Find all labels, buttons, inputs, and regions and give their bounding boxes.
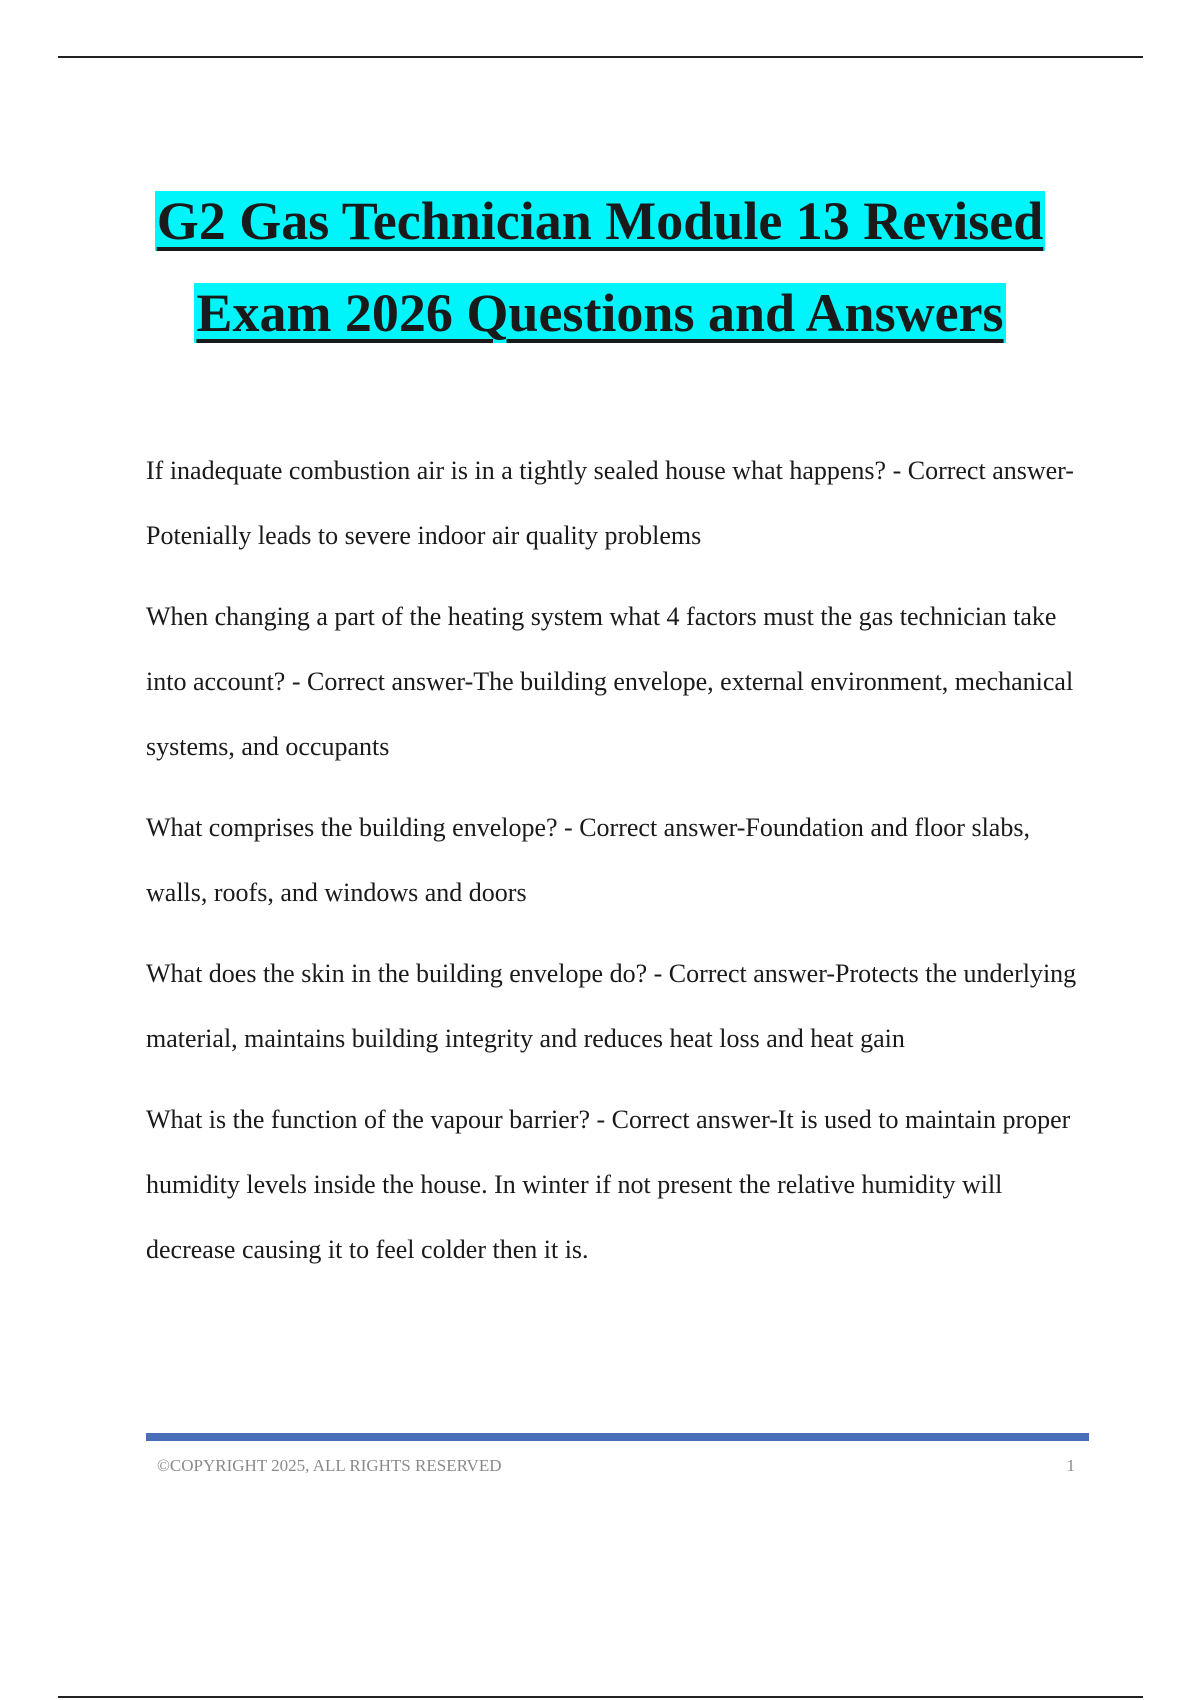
document-title <box>0 175 1200 359</box>
qa-list <box>146 438 1096 1298</box>
qa-item: What does the skin in the building envelope do? - Correct answer-Protects the underlying material, maintains building integrity and reduces heat loss and heat gain <box>146 959 1077 1053</box>
page-number: 1 <box>1066 1456 1075 1475</box>
title-line-1: G2 Gas Technician Module 13 Revised <box>156 191 1044 251</box>
qa-item: What comprises the building envelope? - Correct answer-Foundation and floor slabs, walls, roofs, and windows and doors <box>146 813 1030 907</box>
footer-divider <box>146 1433 1089 1441</box>
qa-item: What is the function of the vapour barrier? - Correct answer-It is used to maintain proper humidity levels inside the house. In winter if not present the relative humidity will decrease causing it to feel colder then it is. <box>146 1105 1071 1264</box>
footer-copyright: ©COPYRIGHT 2025, ALL RIGHTS RESERVED <box>157 1456 502 1475</box>
bottom-rule <box>58 1696 1143 1698</box>
title-line-2: Exam 2026 Questions and Answers <box>196 283 1004 343</box>
qa-item: If inadequate combustion air is in a tightly sealed house what happens? - Correct answer-Potenially leads to severe indoor air quality problems <box>146 456 1074 550</box>
qa-item: When changing a part of the heating system what 4 factors must the gas technician take into account? - Correct answer-The building envelope, external environment, mechanical systems, and occupants <box>146 602 1074 761</box>
top-rule <box>58 56 1143 58</box>
